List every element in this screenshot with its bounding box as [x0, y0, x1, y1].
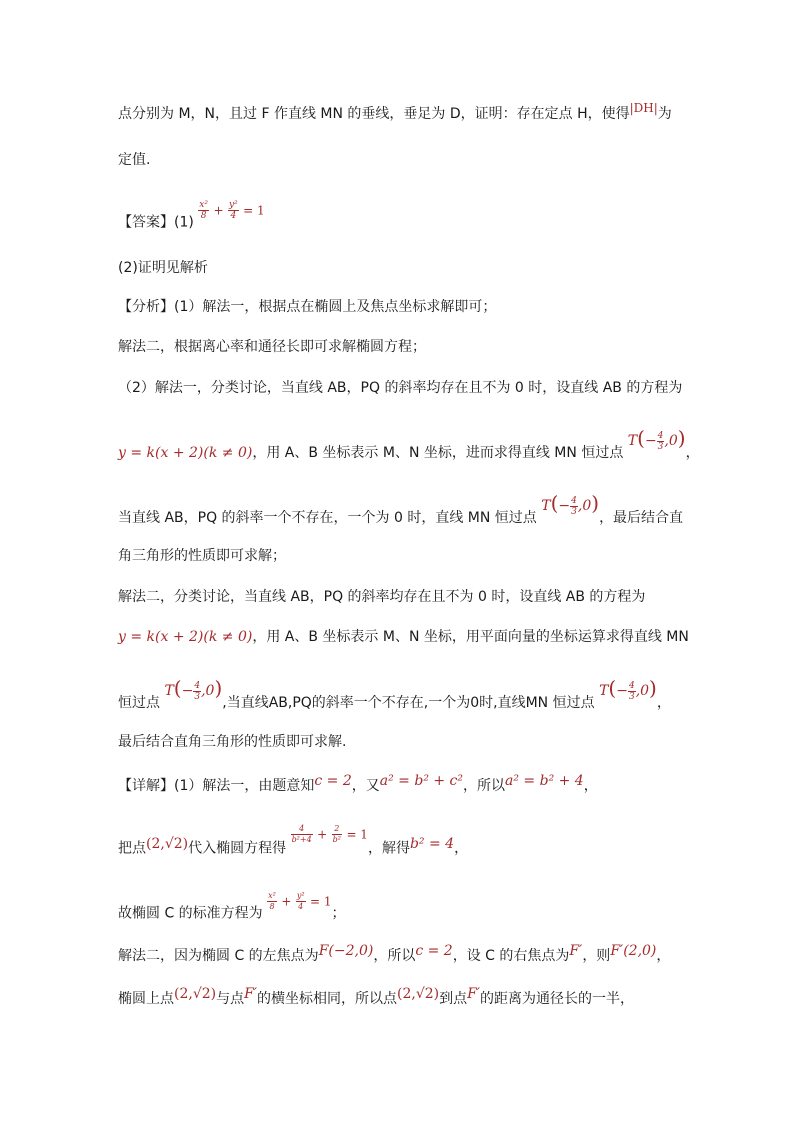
- detail-line: 【详解】(1）解法一，由题意知c = 2，又a² = b² + c²，所以a² = b² + 4，: [118, 773, 598, 794]
- text-line-19: [118, 986, 635, 1009]
- substitution-eq: $\frac{4}{\text{b²+4}}$ + $\frac{2}{\text{b²}}$ = 1: [291, 824, 368, 844]
- text-line-9: [118, 491, 684, 529]
- text-segment: 恒过点: [118, 695, 160, 711]
- math-point-T: T(− $\frac{4}{3}$ ,0): [164, 676, 223, 702]
- text-line-7: [118, 378, 682, 398]
- text-segment: ,当直线AB,PQ的斜率一个不存在,一个为0时,直线MN 恒过点: [222, 695, 595, 711]
- text-segment: 定值.: [118, 152, 151, 168]
- text-line-12: [118, 627, 689, 647]
- text-segment: 解法二，分类讨论，当直线 AB，PQ 的斜率均存在且不为 0 时，设直线 AB 的方程为: [118, 589, 646, 605]
- text-line-16: 把点(2,√2)代入椭圆方程得 $\frac{4}{\text{b²+4}}$ + $\frac{2}{\text{b²}}$ = 1，解得b² = 4，: [118, 824, 469, 857]
- text-segment: 解法二，根据离心率和通径长即可求解椭圆方程；: [118, 339, 426, 355]
- text-segment: ，用 A、B 坐标表示 M、N 坐标，进而求得直线 MN 恒过点: [252, 445, 624, 461]
- math-point: (2,√2): [397, 986, 440, 1002]
- text-segment: 故椭圆 C 的标准方程为: [118, 905, 263, 922]
- text-segment: 角三角形的性质即可求解；: [118, 548, 286, 564]
- text-line-11: [118, 587, 645, 607]
- text-line-18: 解法二，因为椭圆 C 的左焦点为F(−2,0)，所以c = 2，设 C 的右焦点为F′，则F′(2,0)，: [118, 943, 671, 964]
- text-segment: 最后结合直角三角形的性质即可求解.: [118, 734, 347, 750]
- text-segment: 代入椭圆方程得: [188, 840, 287, 857]
- text-line-6: [118, 337, 426, 357]
- text-segment: 把点: [118, 840, 146, 857]
- math-F: F(−2,0): [318, 943, 374, 959]
- math-F-prime-point: F′(2,0): [610, 943, 657, 959]
- math-eq: a² = b² + c²: [379, 773, 464, 789]
- text-line-8: y = k(x + 2)(k ≠ 0)，用 A、B 坐标表示 M、N 坐标，进而求得直线 MN 恒过点 T(− $\frac{4}{3}$ ,0)，: [118, 426, 700, 461]
- math-F-prime: F′: [244, 986, 258, 1002]
- math-c: c = 2: [415, 943, 453, 959]
- text-segment: 到点: [439, 991, 468, 1007]
- math-abs-dh: |DH|: [629, 101, 658, 115]
- text-line-10: [118, 546, 286, 566]
- text-segment: ，则: [582, 948, 611, 964]
- math-point: (2,√2): [174, 986, 217, 1002]
- ellipse-equation: $\frac{\text{x²}}{8}$ + $\frac{\text{y²}}{4}$ = 1: [199, 200, 265, 221]
- text-segment: 点分别为 M，N，且过 F 作直线 MN 的垂线，垂足为 D，证明：存在定点 H，使得: [118, 106, 630, 122]
- text-segment: 与点: [216, 991, 245, 1007]
- text-segment: 【分析】(1）解法一，根据点在椭圆上及焦点坐标求解即可；: [118, 299, 497, 315]
- text-segment: ，所以: [373, 948, 416, 964]
- math-F-prime: F′: [467, 986, 481, 1002]
- text-segment: ，解得: [367, 840, 410, 857]
- math-line-eq: y = k(x + 2)(k ≠ 0): [118, 629, 253, 645]
- math-point-T: T(− $\frac{4}{3}$ ,0): [599, 676, 657, 702]
- math-eq: a² = b² + 4: [505, 773, 584, 789]
- text-line-13: 恒过点 T(− $\frac{4}{3}$ ,0),当直线AB,PQ的斜率一个不存在,一个为0时,直线MN 恒过点 T(− $\frac{4}{3}$ ,0)，: [118, 676, 671, 711]
- text-line-1: [118, 101, 672, 124]
- text-segment: 当直线 AB，PQ 的斜率一个不存在，一个为 0 时，直线 MN 恒过点: [118, 510, 537, 526]
- text-segment: 为: [657, 106, 672, 122]
- text-segment: 【详解】(1）解法一，由题意知: [118, 778, 315, 794]
- answer-line: [118, 200, 265, 233]
- text-segment: ，用 A、B 坐标表示 M、N 坐标，用平面向量的坐标运算求得直线 MN: [252, 629, 689, 645]
- math-point-T: T(− $\frac{4}{3}$ ,0): [627, 426, 686, 452]
- math-c: c = 2: [314, 773, 352, 789]
- math-eq: b² = 4: [409, 835, 455, 852]
- text-segment: ，又: [351, 778, 380, 794]
- text-line-4: [118, 258, 208, 278]
- text-segment: 的横坐标相同，所以点: [257, 991, 398, 1007]
- analysis-line: [118, 297, 496, 317]
- math-point: (2,√2): [146, 835, 189, 852]
- text-segment: ，最后结合直: [599, 510, 684, 526]
- text-segment: 解法二，因为椭圆 C 的左焦点为: [118, 948, 319, 964]
- text-segment: (2)证明见解析: [118, 260, 208, 276]
- text-segment: 椭圆上点: [118, 991, 174, 1007]
- text-segment: （2）解法一，分类讨论，当直线 AB，PQ 的斜率均存在且不为 0 时，设直线 AB 的方程为: [118, 380, 683, 396]
- math-point-T: T(− $\frac{4}{3}$ ,0): [541, 491, 600, 517]
- text-line-14: [118, 732, 346, 752]
- math-F-prime: F′: [569, 943, 583, 959]
- math-line-eq: y = k(x + 2)(k ≠ 0): [118, 445, 253, 461]
- text-segment: 的距离为通径长的一半，: [480, 991, 635, 1007]
- answer-label: 【答案】(1): [118, 214, 194, 231]
- ellipse-equation: $\frac{\text{x²}}{8}$ + $\frac{\text{y²}}{4}$ = 1: [268, 891, 332, 911]
- text-line-17: 故椭圆 C 的标准方程为 $\frac{\text{x²}}{8}$ + $\frac{\text{y²}}{4}$ = 1；: [118, 891, 346, 922]
- text-segment: ，设 C 的右焦点为: [452, 948, 570, 964]
- text-line-2: [118, 150, 150, 170]
- text-segment: ，所以: [463, 778, 506, 794]
